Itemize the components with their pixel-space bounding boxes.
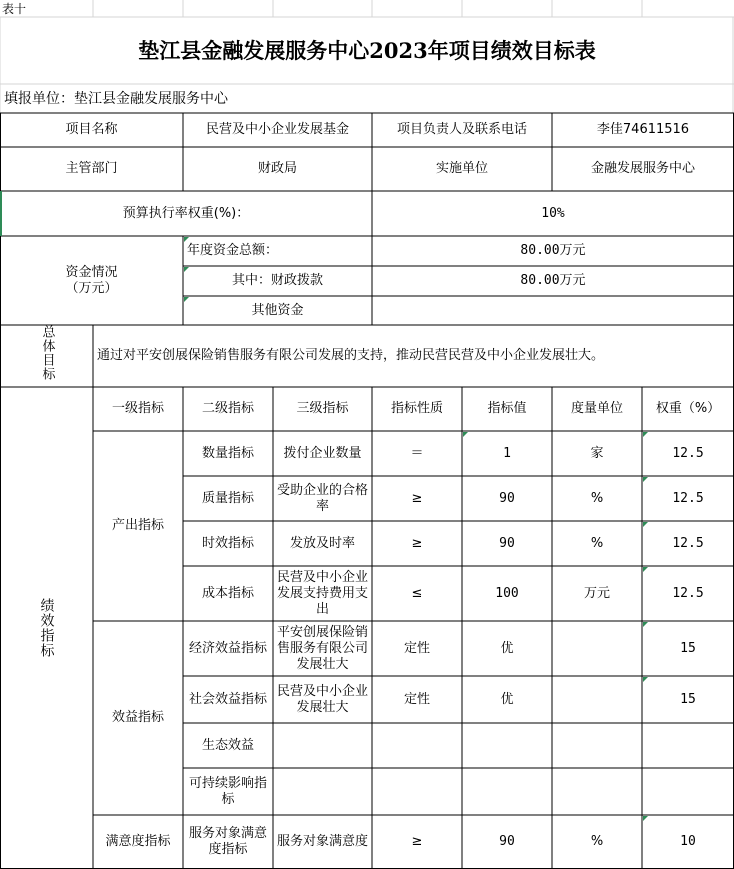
header-value: 指标值 bbox=[487, 401, 527, 416]
page-title: 垫江县金融发展服务中心2023年项目绩效目标表 bbox=[138, 37, 596, 63]
table-cell-weight: 10 bbox=[680, 834, 696, 849]
budget-weight: 10% bbox=[541, 205, 565, 221]
table-cell-l3: 发放及时率 bbox=[289, 535, 355, 551]
table-cell-l2: 生态效益 bbox=[201, 737, 254, 753]
impl: 金融发展服务中心 bbox=[590, 161, 695, 176]
header-level3: 三级指标 bbox=[296, 401, 349, 416]
table-cell-nature: 定性 bbox=[403, 691, 430, 707]
table-cell-l2: 社会效益指标 bbox=[188, 691, 267, 707]
table-cell-value: 90 bbox=[499, 834, 515, 849]
filing-unit: 填报单位：垫江县金融发展服务中心 bbox=[4, 90, 228, 107]
funds-fiscal: 80.00万元 bbox=[520, 273, 586, 288]
table-cell-l3: 民营及中小企业发展壮大 bbox=[276, 683, 368, 715]
table-cell-value: 1 bbox=[503, 445, 511, 461]
dept-label: 主管部门 bbox=[65, 161, 118, 176]
table-cell-l3 bbox=[273, 723, 372, 768]
table-cell-l2: 成本指标 bbox=[201, 585, 254, 601]
table-cell-weight: 12.5 bbox=[672, 445, 704, 461]
group-satisfaction: 满意度指标 bbox=[105, 834, 171, 849]
table-cell-value: 90 bbox=[499, 535, 515, 551]
table-cell-nature: ≥ bbox=[411, 834, 423, 849]
table-cell-l2: 数量指标 bbox=[201, 445, 254, 461]
table-cell-unit: 万元 bbox=[583, 585, 610, 601]
table-cell-unit: % bbox=[590, 490, 604, 506]
project-name-label: 项目名称 bbox=[65, 122, 118, 137]
table-cell-l2: 服务对象满意度指标 bbox=[188, 826, 267, 857]
table-cell-weight: 12.5 bbox=[672, 490, 704, 506]
table-cell-value bbox=[462, 723, 552, 768]
impl-label: 实施单位 bbox=[435, 161, 488, 176]
table-cell-unit: 家 bbox=[590, 445, 604, 461]
dept: 财政局 bbox=[257, 161, 297, 176]
table-cell-weight: 15 bbox=[680, 691, 696, 707]
sheet-label: 表十 bbox=[2, 1, 27, 16]
table-cell-unit bbox=[552, 723, 642, 768]
table-cell-weight: 12.5 bbox=[672, 585, 704, 601]
table-cell-weight bbox=[642, 768, 734, 815]
table-cell-nature: ≤ bbox=[411, 585, 423, 601]
funds-other bbox=[372, 296, 734, 325]
table-cell-l3: 平安创展保险销售服务有限公司发展壮大 bbox=[276, 624, 368, 672]
funds-other-label: 其他资金 bbox=[251, 302, 304, 318]
table-cell-nature bbox=[372, 723, 462, 768]
project-name: 民营及中小企业发展基金 bbox=[205, 122, 349, 137]
table-cell-nature bbox=[372, 768, 462, 815]
table-cell-value: 90 bbox=[499, 490, 515, 506]
table-cell-weight: 15 bbox=[680, 640, 696, 656]
table-cell-value: 优 bbox=[500, 640, 514, 656]
overall-target-label: 总体目标 bbox=[39, 325, 55, 381]
table-cell-weight bbox=[642, 723, 734, 768]
table-cell-nature: 定性 bbox=[403, 640, 430, 656]
funds-total: 80.00万元 bbox=[520, 243, 586, 258]
performance-label: 绩效指标 bbox=[38, 598, 55, 658]
funds-fiscal-label: 其中：财政拨款 bbox=[231, 273, 323, 288]
header-level1: 一级指标 bbox=[111, 401, 164, 416]
table-cell-l2: 时效指标 bbox=[201, 535, 254, 551]
table-cell-l2: 可持续影响指标 bbox=[188, 775, 267, 807]
table-cell-nature: ＝ bbox=[410, 445, 424, 461]
header-level2: 二级指标 bbox=[201, 401, 254, 416]
table-cell-value: 100 bbox=[495, 585, 519, 601]
budget-weight-label: 预算执行率权重(%)： bbox=[122, 205, 250, 221]
table-cell-value: 优 bbox=[500, 691, 514, 707]
group-output: 产出指标 bbox=[111, 518, 164, 533]
table-cell-nature: ≥ bbox=[411, 535, 423, 551]
overall-target-text: 通过对平安创展保险销售服务有限公司发展的支持，推动民营民营及中小企业发展壮大。 bbox=[97, 348, 605, 363]
table-cell-l2: 经济效益指标 bbox=[188, 640, 267, 656]
table-cell-unit: % bbox=[590, 535, 604, 551]
funds-total-label: 年度资金总额： bbox=[187, 243, 279, 258]
table-cell-weight: 12.5 bbox=[672, 535, 704, 551]
table-cell-l3: 拨付企业数量 bbox=[283, 445, 362, 461]
contact: 李佳74611516 bbox=[596, 122, 690, 137]
table-cell-l3: 受助企业的合格率 bbox=[276, 482, 368, 514]
table-cell-unit bbox=[552, 768, 642, 815]
table-cell-l3 bbox=[273, 768, 372, 815]
group-benefit: 效益指标 bbox=[111, 710, 164, 725]
contact-label: 项目负责人及联系电话 bbox=[396, 122, 527, 137]
table-cell-value bbox=[462, 768, 552, 815]
table-cell-nature: ≥ bbox=[411, 490, 423, 506]
table-cell-l3: 民营及中小企业发展支持费用支出 bbox=[276, 569, 368, 617]
table-cell-unit bbox=[552, 621, 642, 676]
header-nature: 指标性质 bbox=[390, 401, 443, 416]
header-weight: 权重（%） bbox=[655, 401, 721, 416]
table-cell-l3: 服务对象满意度 bbox=[276, 834, 368, 849]
table-cell-unit bbox=[552, 676, 642, 723]
header-unit: 度量单位 bbox=[570, 401, 623, 416]
table-cell-unit: % bbox=[590, 834, 604, 849]
table-cell-l2: 质量指标 bbox=[201, 490, 254, 506]
funds-label: 资金情况 （万元） bbox=[65, 264, 118, 296]
